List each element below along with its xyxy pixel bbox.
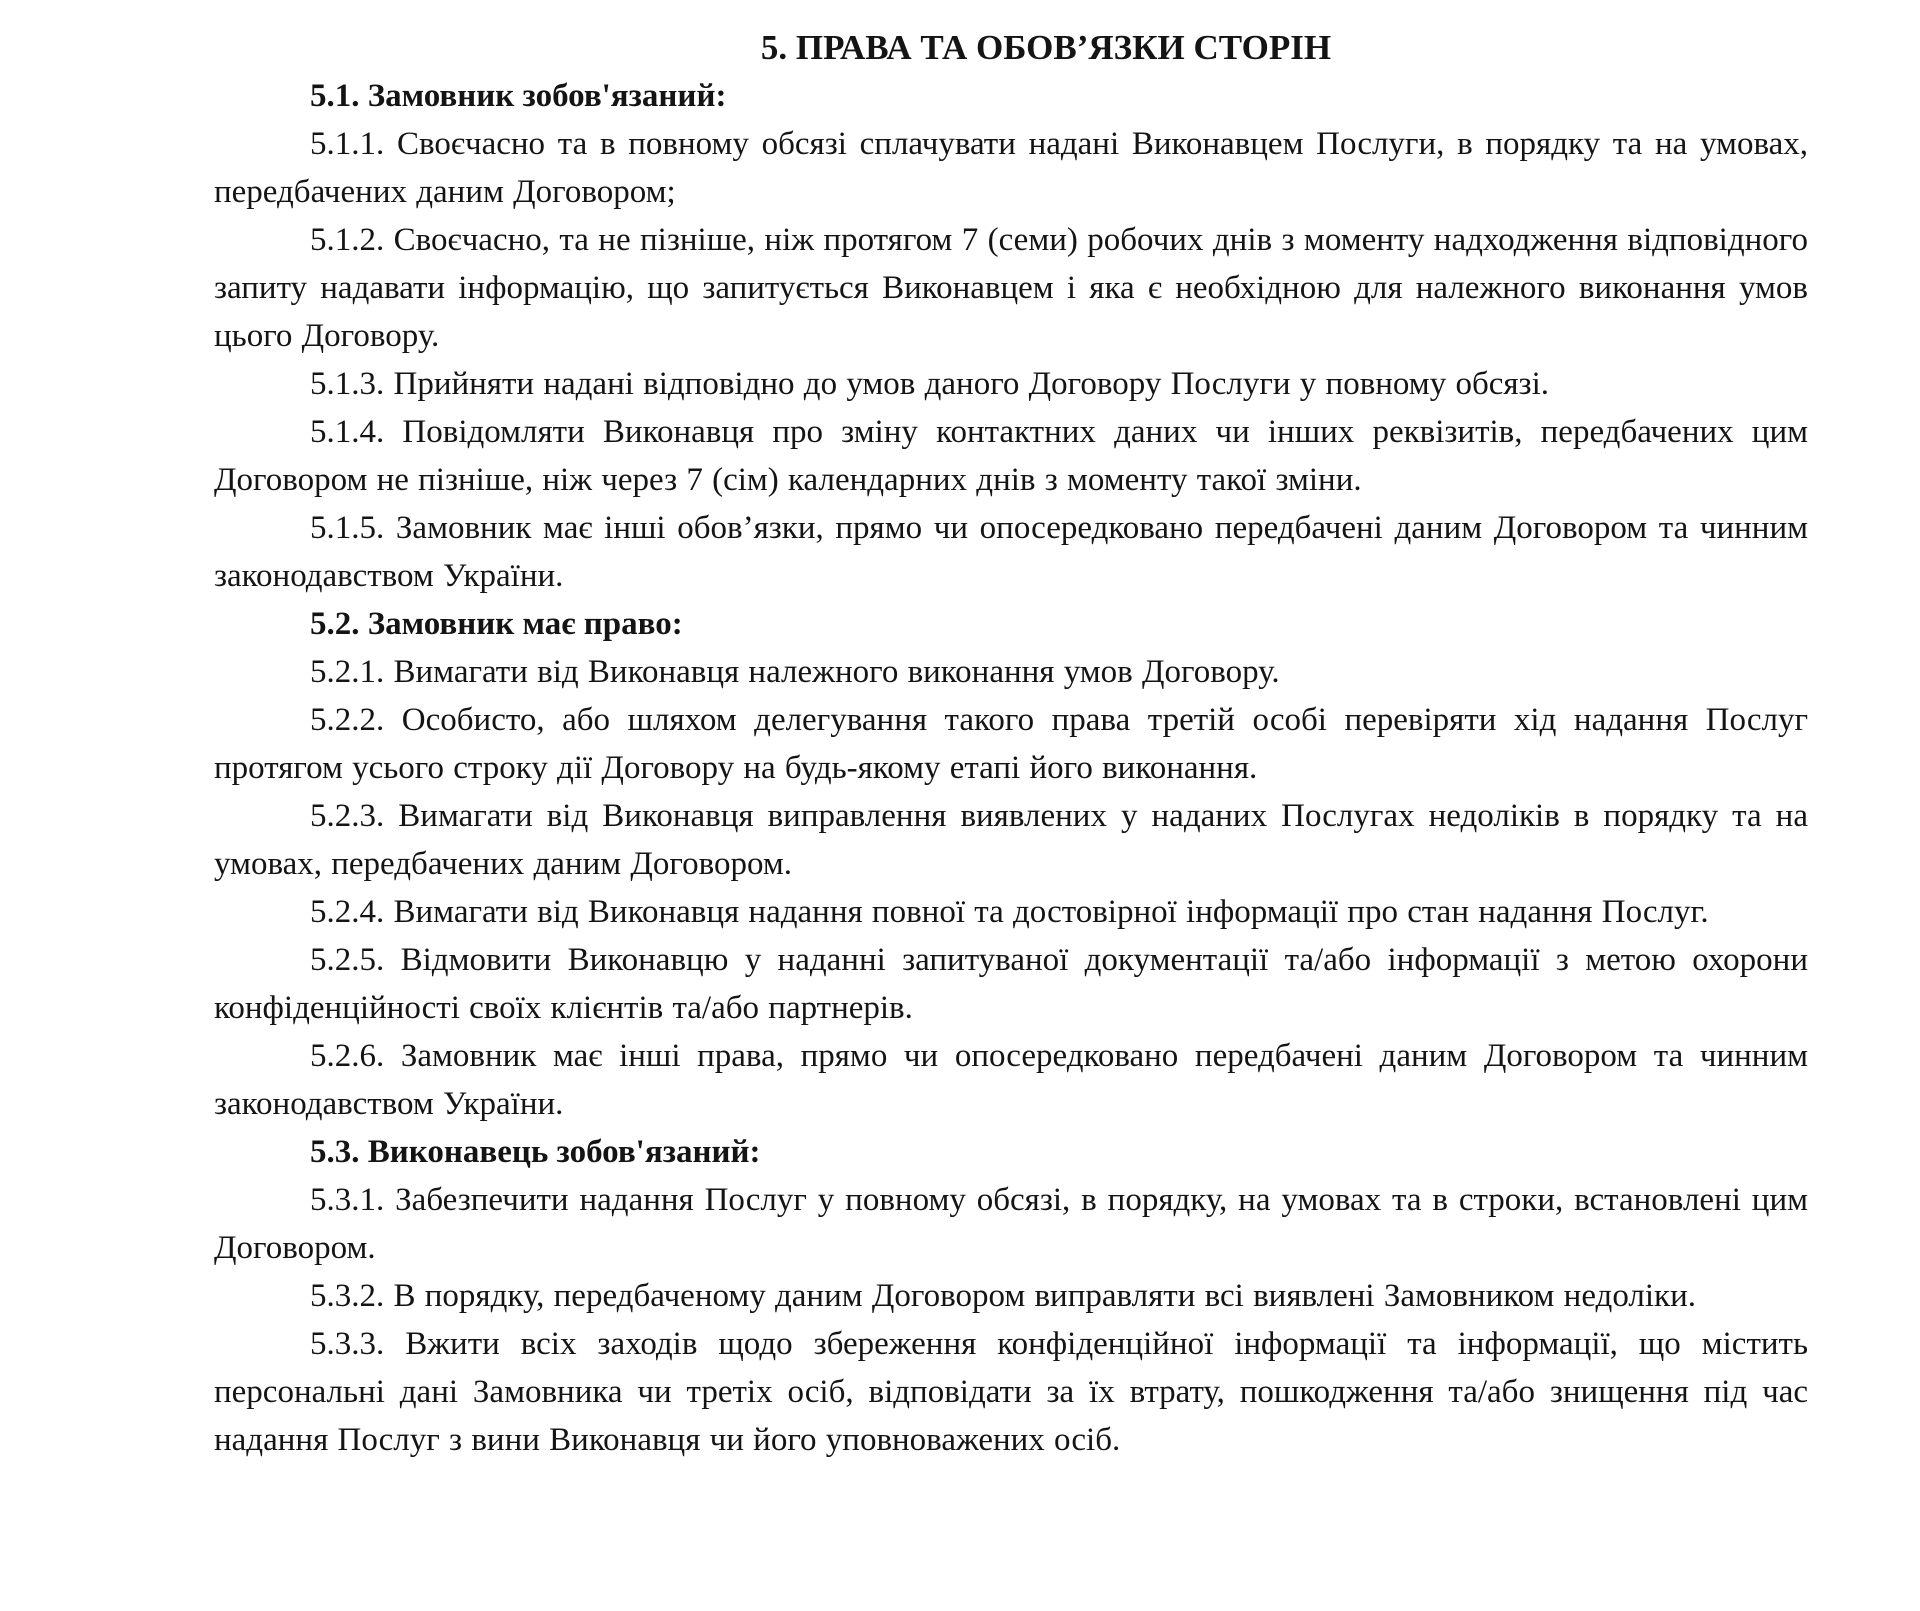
section-heading: 5.1. Замовник зобов'язаний: (310, 78, 727, 114)
clause-5-2-4: 5.2.4. Вимагати від Виконавця надання повної та достовірної інформації про стан надання Послуг. (310, 894, 1709, 930)
clause-5-3-1: 5.3.1. Забезпечити надання Послуг у повному обсязі, в порядку, на умовах та в строки, встановлені цим Договором. (214, 1182, 1808, 1266)
section-5-2 (214, 600, 1808, 1128)
clause-5-2-6: 5.2.6. Замовник має інші права, прямо чи опосередковано передбачені даним Договором та чинним законодавством України. (214, 1038, 1808, 1122)
clause-5-1-2: 5.1.2. Своєчасно, та не пізніше, ніж протягом 7 (семи) робочих днів з моменту надходження відповідного запиту надавати інформацію, що запитується Виконавцем і яка є необхідною для належного виконання умов цього Договору. (214, 222, 1808, 354)
document-page (214, 24, 1808, 1464)
clause-5-1-3: 5.1.3. Прийняти надані відповідно до умов даного Договору Послуги у повному обсязі. (310, 366, 1550, 402)
clause-5-1-5: 5.1.5. Замовник має інші обов’язки, прямо чи опосередковано передбачені даним Договором та чинним законодавством України. (214, 510, 1808, 594)
section-5-3 (214, 1128, 1808, 1464)
section-heading: 5.3. Виконавець зобов'язаний: (310, 1134, 761, 1170)
clause-5-2-1: 5.2.1. Вимагати від Виконавця належного виконання умов Договору. (310, 654, 1280, 690)
section-heading: 5.2. Замовник має право: (310, 606, 683, 642)
page-title: 5. ПРАВА ТА ОБОВ’ЯЗКИ СТОРІН (760, 28, 1332, 67)
clause-5-2-3: 5.2.3. Вимагати від Виконавця виправлення виявлених у наданих Послугах недоліків в порядку та на умовах, передбачених даним Договором. (214, 798, 1808, 882)
clause-5-2-2: 5.2.2. Особисто, або шляхом делегування такого права третій особі перевіряти хід надання Послуг протягом усього строку дії Договору на будь-якому етапі його виконання. (214, 702, 1808, 786)
clause-5-3-2: 5.3.2. В порядку, передбаченому даним Договором виправляти всі виявлені Замовником недоліки. (310, 1278, 1696, 1314)
section-5-1 (214, 72, 1808, 600)
clause-5-3-3: 5.3.3. Вжити всіх заходів щодо збереження конфіденційної інформації та інформації, що містить персональні дані Замовника чи третіх осіб, відповідати за їх втрату, пошкодження та/або знищення під час надання Послуг з вини Виконавця чи його уповноважених осіб. (214, 1326, 1808, 1458)
clause-5-1-4: 5.1.4. Повідомляти Виконавця про зміну контактних даних чи інших реквізитів, передбачених цим Договором не пізніше, ніж через 7 (сім) календарних днів з моменту такої зміни. (214, 414, 1808, 498)
clause-5-2-5: 5.2.5. Відмовити Виконавцю у наданні запитуваної документації та/або інформації з метою охорони конфіденційності своїх клієнтів та/або партнерів. (214, 942, 1808, 1026)
clause-5-1-1: 5.1.1. Своєчасно та в повному обсязі сплачувати надані Виконавцем Послуги, в порядку та на умовах, передбачених даним Договором; (214, 126, 1808, 210)
